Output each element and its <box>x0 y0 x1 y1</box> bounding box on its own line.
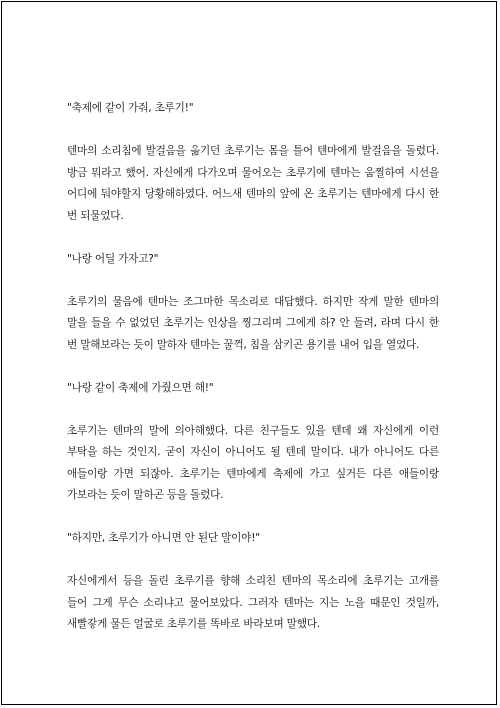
paragraph-gap <box>67 399 439 421</box>
narration-paragraph: 초루기의 물음에 텐마는 조그마한 목소리로 대답했다. 하지만 작게 말한 텐마의 말을 들을 수 없었던 초루기는 인상을 찡그리며 그에게 하? 안 들려, 라며 다시 한 번 말해보라는 듯이 말하자 텐마는 꿀꺽, 침을 삼키곤 용기를 내어 입을 열었다. <box>67 295 439 351</box>
narration-paragraph: 자신에게서 등을 돌린 초루기를 향해 소리친 텐마의 목소리에 초루기는 고개를 들어 그게 무슨 소리냐고 물어보았다. 그러자 텐마는 지는 노을 때문인 것일까, 새빨갛게 물든 얼굴로 초루기를 똑바로 바라보며 말했다. <box>67 575 439 630</box>
paragraph-gap <box>67 550 439 572</box>
dialogue-line: "하지만, 초루기가 아니면 안 된단 말이야!" <box>67 532 260 544</box>
narration-paragraph: 초루기는 텐마의 말에 의아해했다. 다른 친구들도 있을 텐데 왜 자신에게 이런 부탁을 하는 것인지. 굳이 자신이 아니어도 될 텐데 말이다. 내가 아니어도 다른 애들이랑 가면 되잖아. 초루기는 텐마에게 축제에 가고 싶거든 다른 애들이랑 가보라는 듯이 말하곤 등을 돌렸다. <box>67 424 439 501</box>
narration-paragraph: 텐마의 소리침에 발걸음을 옮기던 초루기는 몸을 틀어 텐마에게 발걸음을 돌렸다. 방금 뭐라고 했어. 자신에게 다가오며 물어오는 초루기에 텐마는 움찔하여 시선을 어디에 둬야할지 당황해하였다. 어느새 텐마의 앞에 온 초루기는 텐마에게 다시 한 번 되물었다. <box>67 145 439 222</box>
dialogue-line: "나랑 어딜 가자고?" <box>67 252 159 265</box>
paragraph-gap <box>67 356 439 378</box>
paragraph-gap <box>67 227 439 249</box>
dialogue-line: "나랑 같이 축제에 가줬으면 해!" <box>67 381 214 394</box>
document-body <box>67 98 439 636</box>
paragraph-gap <box>67 507 439 529</box>
document-page <box>1 1 497 705</box>
dialogue-line: "축제에 같이 가줘, 초루기!" <box>67 102 194 114</box>
paragraph-gap <box>67 120 439 142</box>
paragraph-gap <box>67 270 439 292</box>
